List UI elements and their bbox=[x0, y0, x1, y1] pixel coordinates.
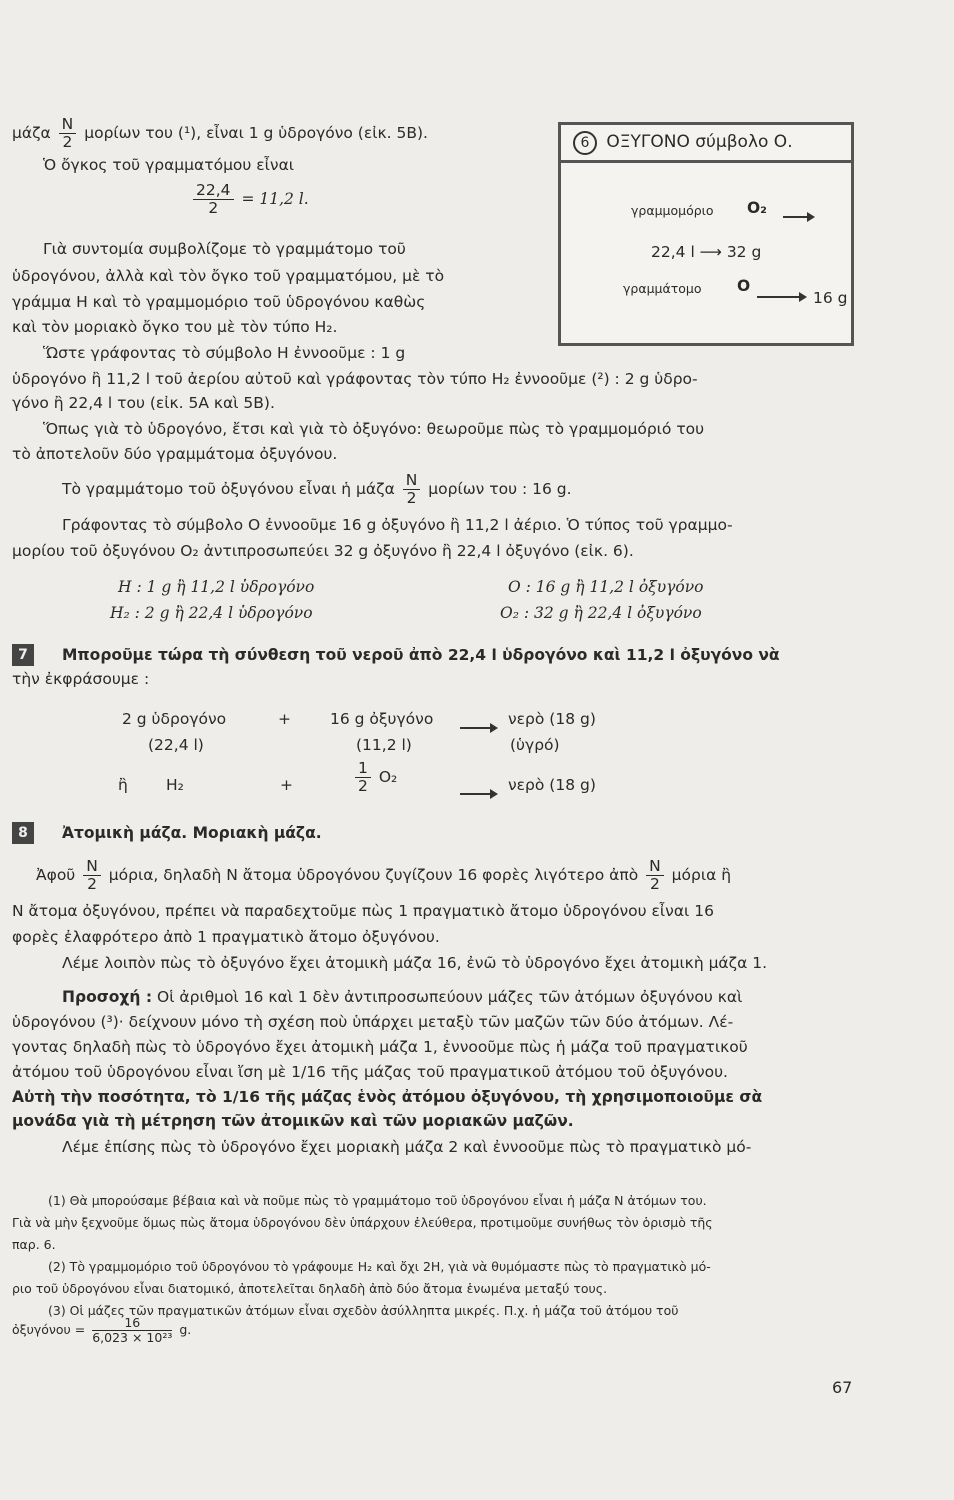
attention-cont: γοντας δηλαδὴ πὼς τὸ ὑδρογόνο ἔχει ἀτομικὴ μάζα 1, ἐννοοῦμε πὼς ἡ μάζα τοῦ πραγματικοῦ bbox=[12, 1038, 748, 1056]
attention-line: Προσοχή : Οἱ ἀριθμοὶ 16 καὶ 1 δὲν ἀντιπροσωπεύουν μάζες τῶν ἀτόμων ὀξυγόνου καὶ bbox=[62, 988, 743, 1006]
mol-values: 22,4 l ⟶ 32 g bbox=[651, 243, 762, 261]
line-2: Ὁ ὄγκος τοῦ γραμματόμου εἶναι bbox=[43, 156, 295, 174]
reaction-or: ἢ bbox=[118, 776, 128, 794]
para2-line: ὑδρογόνο ἢ 11,2 l τοῦ ἀερίου αὐτοῦ καὶ γράφοντας τὸν τύπο Η₂ ἐννοοῦμε (²) : 2 g ὑδρο- bbox=[12, 370, 698, 388]
volume-equation: $\frac{22,4}{2}$ = 11,2 l. bbox=[190, 182, 309, 217]
page-number: 67 bbox=[832, 1378, 853, 1397]
para1-line: γράμμα Η καὶ τὸ γραμμομόριο τοῦ ὑδρογόνου καθὼς bbox=[12, 293, 426, 311]
eq-o2: Ο₂ : 32 g ἢ 22,4 l ὀξυγόνο bbox=[500, 604, 702, 622]
footnote: (1) Θὰ μπορούσαμε βέβαια καὶ νὰ ποῦμε πὼς τὸ γραμμάτομο τοῦ ὑδρογόνου εἶναι ἡ μάζα N ἀτόμων του. bbox=[48, 1193, 707, 1208]
reaction-plus: + bbox=[278, 710, 291, 728]
molar-mass-line: Λέμε ἐπίσης πὼς τὸ ὑδρογόνο ἔχει μοριακὴ μάζα 2 καὶ ἐννοοῦμε πὼς τὸ πραγματικὸ μό- bbox=[62, 1138, 752, 1156]
box-header bbox=[561, 125, 851, 163]
section-7-title: Μποροῦμε τώρα τὴ σύνθεση τοῦ νεροῦ ἀπὸ 22,4 l ὑδρογόνο καὶ 11,2 l ὀξυγόνο νὰ bbox=[62, 646, 780, 664]
mol-formula: Ο₂ bbox=[747, 199, 767, 217]
figure-number: 6 bbox=[573, 131, 597, 155]
footnote: ριο τοῦ ὑδρογόνου εἶναι διατομικό, ἀποτελεῖται δηλαδὴ ἀπὸ δύο ἄτομα ἑνωμένα μεταξύ τους. bbox=[12, 1281, 608, 1296]
arrow-icon bbox=[460, 784, 496, 803]
section-8-title: Ἀτομικὴ μάζα. Μοριακὴ μάζα. bbox=[62, 824, 322, 842]
footnote: παρ. 6. bbox=[12, 1237, 56, 1252]
eq-o: Ο : 16 g ἢ 11,2 l ὀξυγόνο bbox=[508, 578, 704, 596]
arrow-icon bbox=[757, 287, 805, 306]
sec8-line: Λέμε λοιπὸν πὼς τὸ ὀξυγόνο ἔχει ἀτομικὴ μάζα 16, ἐνῶ τὸ ὑδρογόνο ἔχει ἀτομικὴ μάζα 1. bbox=[62, 954, 768, 972]
atom-formula: Ο bbox=[737, 277, 751, 295]
atom-value: 16 g bbox=[813, 289, 848, 307]
line-1: μάζα $\frac{N}{2}$ μορίων του (¹), εἶναι 1 g ὑδρογόνο (εἰκ. 5Β). bbox=[12, 115, 428, 152]
para4-line: μορίου τοῦ ὀξυγόνου Ο₂ ἀντιπροσωπεύει 32 g ὀξυγόνο ἢ 22,4 l ὀξυγόνο (εἰκ. 6). bbox=[12, 542, 634, 560]
footnote: (2) Τὸ γραμμομόριο τοῦ ὑδρογόνου τὸ γράφουμε Η₂ καὶ ὄχι 2Η, γιὰ νὰ θυμόμαστε πὼς τὸ πραγματικὸ μό- bbox=[48, 1259, 711, 1274]
section-8-number: 8 bbox=[12, 822, 34, 844]
reaction-o: 16 g ὀξυγόνο bbox=[330, 710, 434, 728]
oxygen-figure-box bbox=[558, 122, 854, 346]
section-7-number: 7 bbox=[12, 644, 34, 666]
oxygen-atom-line: Τὸ γραμμάτομο τοῦ ὀξυγόνου εἶναι ἡ μάζα $\frac{N}{2}$ μορίων του : 16 g. bbox=[62, 471, 572, 508]
para1-line: Γιὰ συντομία συμβολίζομε τὸ γραμμάτομο τοῦ bbox=[43, 240, 406, 258]
footnote: (3) Οἱ μάζες τῶν πραγματικῶν ἀτόμων εἶναι σχεδὸν ἀσύλληπτα μικρές. Π.χ. ἡ μάζα τοῦ ἀτόμου τοῦ bbox=[48, 1303, 679, 1318]
reaction-water-state: (ὑγρό) bbox=[510, 736, 560, 754]
sec8-line: φορὲς ἐλαφρότερο ἀπὸ 1 πραγματικὸ ἄτομο ὀξυγόνου. bbox=[12, 928, 440, 946]
reaction-h-vol: (22,4 l) bbox=[148, 736, 204, 754]
attention-cont: ἀτόμου τοῦ ὑδρογόνου εἶναι ἴση μὲ 1/16 τῆς μάζας τοῦ πραγματικοῦ ἀτόμου τοῦ ὀξυγόνου. bbox=[12, 1063, 728, 1081]
para1-line: ὑδρογόνου, ἀλλὰ καὶ τὸν ὄγκο τοῦ γραμματόμου, μὲ τὸ bbox=[12, 267, 445, 285]
reaction-water: νερὸ (18 g) bbox=[508, 710, 596, 728]
arrow-icon bbox=[460, 718, 496, 737]
sec8-line1: Ἀφοῦ $\frac{N}{2}$ μόρια, δηλαδὴ N ἄτομα ὑδρογόνου ζυγίζουν 16 φορὲς λιγότερο ἀπὸ $\frac{N}{2}$ μόρια ἢ bbox=[36, 857, 732, 894]
atom-label: γραμμάτομο bbox=[623, 281, 702, 296]
para3-line: τὸ ἀποτελοῦν δύο γραμμάτομα ὀξυγόνου. bbox=[12, 445, 338, 463]
eq-h: Η : 1 g ἢ 11,2 l ὑδρογόνο bbox=[118, 578, 315, 596]
footnote-formula: ὀξυγόνου = $\frac{16}{\text{6,023 × 10²³}}$ g. bbox=[12, 1315, 192, 1345]
mol-label: γραμμομόριο bbox=[631, 203, 714, 218]
para2-line: γόνο ἢ 22,4 l του (εἰκ. 5Α καὶ 5Β). bbox=[12, 394, 275, 412]
reaction-o-vol: (11,2 l) bbox=[356, 736, 412, 754]
section-7-cont: τὴν ἐκφράσουμε : bbox=[12, 670, 150, 688]
unit-definition: Αὐτὴ τὴν ποσότητα, τὸ 1/16 τῆς μάζας ἑνὸς ἀτόμου ὀξυγόνου, τὴ χρησιμοποιοῦμε σὰ bbox=[12, 1088, 763, 1106]
footnote: Γιὰ νὰ μὴν ξεχνοῦμε ὅμως πὼς ἄτομα ὑδρογόνου δὲν ὑπάρχουν ἐλεύθερα, προτιμοῦμε συνήθως τὸν ὁρισμὸ τῆς bbox=[12, 1215, 713, 1230]
reaction-h: 2 g ὑδρογόνο bbox=[122, 710, 227, 728]
para2-line: Ὥστε γράφοντας τὸ σύμβολο Η ἐννοοῦμε : 1 g bbox=[43, 344, 406, 362]
reaction2-water: νερὸ (18 g) bbox=[508, 776, 596, 794]
sec8-line: N ἄτομα ὀξυγόνου, πρέπει νὰ παραδεχτοῦμε πὼς 1 πραγματικὸ ἄτομο ὑδρογόνου εἶναι 16 bbox=[12, 902, 714, 920]
arrow-icon bbox=[783, 207, 813, 226]
box-title: ΟΞΥΓΟΝΟ σύμβολο Ο. bbox=[606, 132, 793, 152]
reaction2-plus: + bbox=[280, 776, 293, 794]
para4-line: Γράφοντας τὸ σύμβολο Ο ἐννοοῦμε 16 g ὀξυγόνο ἢ 11,2 l ἀέριο. Ὁ τύπος τοῦ γραμμο- bbox=[62, 516, 733, 534]
eq-h2: Η₂ : 2 g ἢ 22,4 l ὑδρογόνο bbox=[110, 604, 313, 622]
para3-line: Ὅπως γιὰ τὸ ὑδρογόνο, ἔτσι καὶ γιὰ τὸ ὀξυγόνο: θεωροῦμε πὼς τὸ γραμμομόριό του bbox=[43, 420, 705, 438]
attention-cont: ὑδρογόνου (³)· δείχνουν μόνο τὴ σχέση ποὺ ὑπάρχει μεταξὺ τῶν μαζῶν τῶν δύο ἀτόμων. Λέ- bbox=[12, 1013, 734, 1031]
reaction2-h2: Η₂ bbox=[166, 776, 184, 794]
reaction2-half: $\frac{1}{2}$ Ο₂ bbox=[352, 760, 397, 795]
unit-definition: μονάδα γιὰ τὴ μέτρηση τῶν ἀτομικῶν καὶ τῶν μοριακῶν μαζῶν. bbox=[12, 1112, 574, 1130]
para1-line: καὶ τὸν μοριακὸ ὄγκο του μὲ τὸν τύπο Η₂. bbox=[12, 318, 338, 336]
